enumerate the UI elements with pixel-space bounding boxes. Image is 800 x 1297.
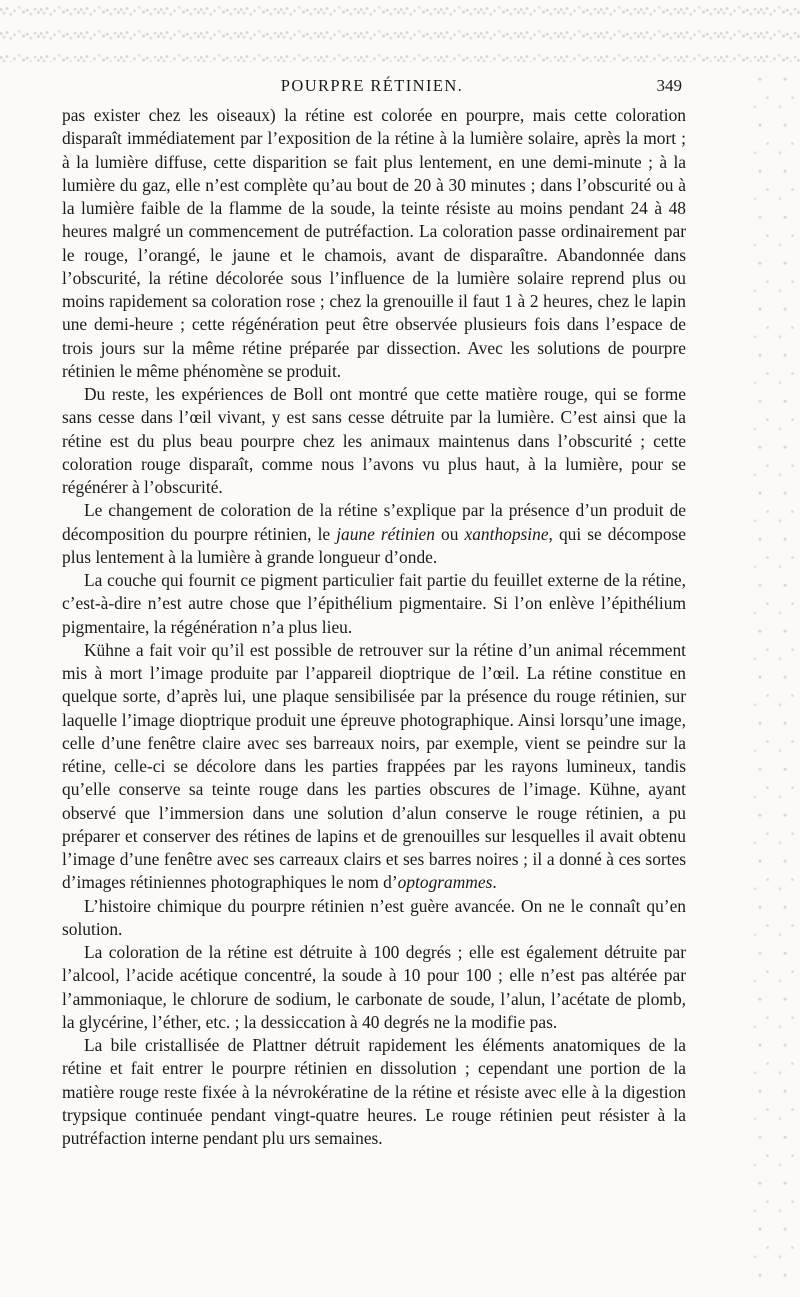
scan-noise-top bbox=[0, 0, 800, 62]
page-header bbox=[62, 76, 682, 102]
text-run: La coloration de la rétine est détruite à 100 degrés ; elle est également détruite par l’alcool, l’acide acétique concentré, la soude à 10 pour 100 ; elle n’est pas altérée par l’ammoniaque, le chlorure de sodium, le carbonate de soude, l’alun, l’acétate de plomb, la glycérine, l’éther, etc. ; la dessiccation à 40 degrés ne la modifie pas. bbox=[62, 942, 686, 1032]
paragraph-2 bbox=[62, 383, 686, 499]
running-title: POURPRE RÉTINIEN. bbox=[280, 76, 464, 95]
body-text bbox=[62, 104, 686, 1150]
text-run: . bbox=[492, 872, 497, 893]
text-run: , qui se décompose plus lentement à la lumière à grande longueur d’onde. bbox=[62, 523, 687, 567]
text-run: ou bbox=[434, 523, 465, 544]
text-run: Kühne a fait voir qu’il est possible de retrouver sur la rétine d’un animal récemment mis à mort l’image produite par l’appareil dioptrique de l’œil. La rétine constitue en quelque sorte, d’après lui, une plaque sensibilisée par la présence du rouge rétinien, sur laquelle l’image dioptrique produit une épreuve photographique. Ainsi lorsqu’une image, celle d’une fenêtre claire avec ses barreaux noirs, par exemple, vient se peindre sur la rétine, celle-ci se décolore dans les parties frappées par les rayons lumineux, tandis qu’elle conserve sa teinte rouge dans les parties obscures de l’image. Kühne, ayant observé que l’immersion dans une solution d’alun conserve le rouge rétinien, a pu préparer et conserver des rétines de lapins et de grenouilles sur lesquelles il avait obtenu l’image d’une fenêtre avec ses carreaux clairs et ses barres noires ; il a donné à ces sortes d’images rétiniennes photographiques le nom d’ bbox=[62, 639, 686, 893]
paragraph-1 bbox=[62, 104, 686, 383]
text-run: La couche qui fournit ce pigment particulier fait partie du feuillet externe de la rétine, c’est-à-dire n’est autre chose que l’épithélium pigmentaire. Si l’on enlève l’épithélium pigmentaire, la régénération n’a plus lieu. bbox=[62, 570, 686, 637]
paragraph-3 bbox=[62, 499, 686, 569]
text-run: Le changement de coloration de la rétine s’explique par la présence d’un produit de décomposition du pourpre rétinien, le bbox=[62, 500, 686, 544]
paragraph-4 bbox=[62, 569, 686, 639]
paragraph-6 bbox=[62, 895, 686, 942]
text-run: pas exister chez les oiseaux) la rétine est colorée en pourpre, mais cette coloration disparaît immédiatement par l’exposition de la rétine à la lumière solaire, après la mort ; à la lumière diffuse, cette disparition se fait plus lentement, en une demi-minute ; à la lumière du gaz, elle n’est complète qu’au bout de 20 à 30 minutes ; dans l’obscurité ou à la lumière faible de la flamme de la soude, la teinte résiste au moins pendant 24 à 48 heures malgré un commencement de putréfaction. La coloration passe ordinairement par le rouge, l’orangé, le jaune et le chamois, avant de disparaître. Abandonnée dans l’obscurité, la rétine décolorée sous l’influence de la lumière solaire reprend plus ou moins rapidement sa coloration rose ; chez la grenouille il faut 1 à 2 heures, chez le lapin une demi-heure ; cette régénération peut être observée plusieurs fois dans l’espace de trois jours sur la même rétine préparée par dissection. Avec les solutions de pourpre rétinien le même phénomène se produit. bbox=[62, 105, 686, 381]
scan-noise-right-margin bbox=[750, 70, 800, 1280]
text-run: Du reste, les expériences de Boll ont montré que cette matière rouge, qui se forme sans cesse dans l’œil vivant, y est sans cesse détruite par la lumière. C’est ainsi que la rétine est du plus beau pourpre chez les animaux maintenus dans l’obscurité ; cette coloration rouge disparaît, comme nous l’avons vu plus haut, à la lumière, pour se régénérer à l’obscurité. bbox=[62, 384, 686, 497]
paragraph-8 bbox=[62, 1034, 686, 1150]
page-number: 349 bbox=[656, 76, 682, 95]
italic-term: jaune rétinien bbox=[336, 523, 435, 544]
paragraph-7 bbox=[62, 941, 686, 1034]
text-run: L’histoire chimique du pourpre rétinien n’est guère avancée. On ne le connaît qu’en solution. bbox=[62, 895, 686, 939]
italic-term: optogrammes bbox=[397, 872, 493, 893]
italic-term: xanthopsine bbox=[464, 523, 549, 544]
text-run: La bile cristallisée de Plattner détruit rapidement les éléments anatomiques de la rétine et fait entrer le pourpre rétinien en dissolution ; cependant une portion de la matière rouge reste fixée à la névrokératine de la rétine et résiste avec elle à la digestion trypsique continuée pendant vingt-quatre heures. Le rouge rétinien peut résister à la putréfaction interne pendant plu urs semaines. bbox=[62, 1035, 686, 1148]
paragraph-5 bbox=[62, 639, 686, 895]
